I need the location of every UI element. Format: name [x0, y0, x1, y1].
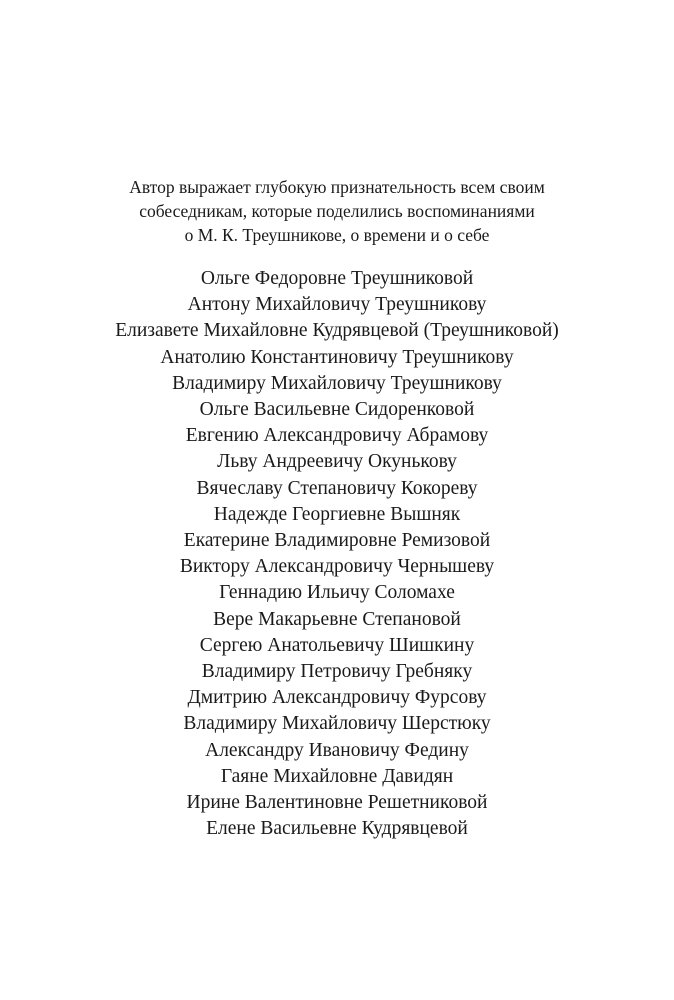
list-item: Ольге Васильевне Сидоренковой	[199, 399, 475, 421]
list-item: Екатерине Владимировне Ремизовой	[183, 530, 491, 552]
list-item: Вячеславу Степановичу Кокореву	[196, 477, 478, 499]
list-item: Льву Андреевичу Окунькову	[217, 451, 457, 473]
intro-line: Автор выражает глубокую признательность всем своим	[129, 177, 545, 197]
list-item: Антону Михайловичу Треушникову	[187, 294, 487, 316]
list-item: Елизавете Михайловне Кудрявцевой (Треушниковой)	[115, 320, 559, 342]
acknowledged-names-list	[0, 266, 674, 842]
list-item: Дмитрию Александровичу Фурсову	[187, 687, 487, 709]
acknowledgement-intro	[0, 175, 674, 247]
list-item: Геннадию Ильичу Соломахе	[219, 582, 455, 604]
list-item: Владимиру Михайловичу Треушникову	[172, 372, 502, 394]
list-item: Владимиру Михайловичу Шерстюку	[183, 713, 491, 735]
list-item: Ольге Федоровне Треушниковой	[200, 268, 474, 289]
list-item: Александру Ивановичу Федину	[205, 739, 469, 761]
list-item: Виктору Александровичу Чернышеву	[179, 556, 495, 578]
list-item: Сергею Анатольевичу Шишкину	[199, 634, 475, 656]
list-item: Анатолию Константиновичу Треушникову	[160, 346, 514, 368]
intro-line: собеседникам, которые поделились воспоминаниями	[139, 201, 535, 221]
list-item: Надежде Георгиевне Вышняк	[213, 503, 461, 525]
list-item: Елене Васильевне Кудрявцевой	[206, 818, 468, 840]
list-item: Евгению Александровичу Абрамову	[185, 425, 489, 447]
list-item: Владимиру Петровичу Гребняку	[201, 661, 473, 683]
intro-line: о М. К. Треушникове, о времени и о себе	[184, 225, 490, 245]
list-item: Гаяне Михайловне Давидян	[220, 765, 454, 787]
list-item: Вере Макарьевне Степановой	[213, 608, 461, 630]
list-item: Ирине Валентиновне Решетниковой	[186, 792, 488, 814]
